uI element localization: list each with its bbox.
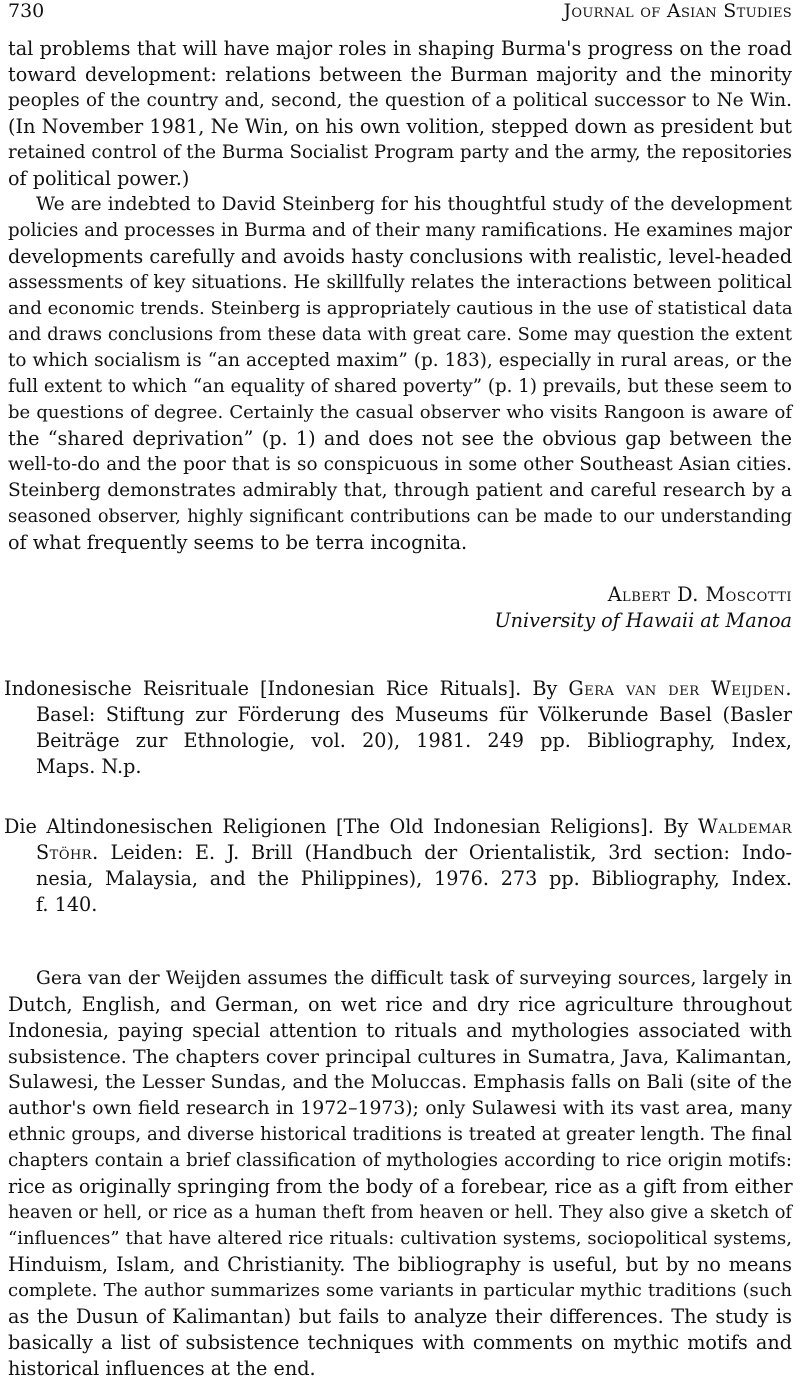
- text-line: “influences” that have altered rice rituals: cultivation systems, sociopolitical systems,: [8, 1228, 792, 1249]
- book-title-translation: [Indonesian Rice Rituals]. By: [248, 677, 569, 700]
- reviewer-affiliation: University of Hawaii at Manoa: [494, 609, 792, 632]
- text-line: of political power.): [8, 167, 190, 190]
- book-title: Die Altindonesischen Religionen: [4, 815, 327, 838]
- reviewer-name: Albert D. Moscotti: [607, 583, 792, 606]
- text-line: subsistence. The chapters cover principal cultures in Sumatra, Java, Kalimantan,: [8, 1046, 792, 1068]
- book-heading-line: [4, 676, 792, 702]
- text-line: We are indebted to David Steinberg for his thoughtful study of the development: [36, 194, 792, 215]
- text-line: complete. The author summarizes some variants in particular mythic traditions (such: [8, 1280, 792, 1301]
- text-line: heaven or hell, or rice as a human theft from heaven or hell. They also give a sketch of: [8, 1202, 792, 1223]
- book-heading-line: [4, 814, 792, 840]
- book-details-line: nesia, Malaysia, and the Philippines), 1976. 273 pp. Bibliography, Index.: [36, 867, 792, 890]
- book-title-translation: [The Old Indonesian Religions]. By: [326, 815, 698, 838]
- text-line: retained control of the Burma Socialist Program party and the army, the repositories: [8, 142, 792, 163]
- text-line: Gera van der Weijden assumes the difficult task of surveying sources, largely in: [36, 968, 792, 989]
- text-line: ethnic groups, and diverse historical traditions is treated at greater length. The final: [8, 1124, 792, 1145]
- text-line: to which socialism is “an accepted maxim” (p. 183), especially in rural areas, or the: [8, 350, 792, 371]
- text-line: Indonesia, paying special attention to rituals and mythologies associated with: [8, 1019, 792, 1042]
- book-author: Gera van der Weijden.: [568, 677, 793, 700]
- text-line: historical influences at the end.: [8, 1357, 316, 1380]
- text-line: author's own field research in 1972–1973); only Sulawesi with its vast area, many: [8, 1098, 792, 1119]
- text-line: assessments of key situations. He skillfully relates the interactions between political: [8, 272, 792, 293]
- text-line: Hinduism, Islam, and Christianity. The bibliography is useful, but by no means: [8, 1253, 792, 1276]
- text-line: peoples of the country and, second, the question of a political successor to Ne Win.: [8, 90, 792, 111]
- text-line: be questions of degree. Certainly the casual observer who visits Rangoon is aware of: [8, 402, 792, 423]
- book-publisher: Leiden: E. J. Brill (Handbuch der Orientalistik, 3rd section: Indo-: [98, 841, 792, 864]
- text-line: as the Dusun of Kalimantan) but fails to analyze their differences. The study is: [8, 1305, 792, 1328]
- text-line: toward development: relations between the Burman majority and the minority: [8, 63, 792, 86]
- text-line: (In November 1981, Ne Win, on his own volition, stepped down as president but: [8, 115, 792, 138]
- text-line: of what frequently seems to be terra incognita.: [8, 531, 468, 554]
- text-line: Dutch, English, and German, on wet rice and dry rice agriculture throughout: [8, 993, 792, 1016]
- text-line: tal problems that will have major roles in shaping Burma's progress on the road: [8, 37, 792, 60]
- text-line: chapters contain a brief classification of mythologies according to rice origin motifs:: [8, 1150, 792, 1171]
- text-line: well-to-do and the poor that is so conspicuous in some other Southeast Asian cities.: [8, 454, 792, 475]
- text-line: and economic trends. Steinberg is appropriately cautious in the use of statistical data: [8, 298, 793, 319]
- text-line: Sulawesi, the Lesser Sundas, and the Moluccas. Emphasis falls on Bali (site of the: [8, 1072, 792, 1093]
- text-line: Steinberg demonstrates admirably that, through patient and careful research by a: [8, 480, 792, 501]
- text-line: seasoned observer, highly significant contributions can be made to our understanding: [8, 506, 792, 527]
- book-author-first: Waldemar: [697, 815, 792, 838]
- journal-title: Journal of Asian Studies: [563, 0, 792, 22]
- running-header: [8, 0, 792, 24]
- book-details-line: Basel: Stiftung zur Förderung des Museums für Völkerunde Basel (Basler: [36, 703, 792, 726]
- text-line: the “shared deprivation” (p. 1) and does not see the obvious gap between the: [8, 427, 792, 450]
- text-line: and draws conclusions from these data with great care. Some may question the extent: [8, 324, 792, 345]
- text-line: basically a list of subsistence techniques with comments on mythic motifs and: [8, 1331, 792, 1354]
- book-title: Indonesische Reisrituale: [4, 677, 249, 700]
- page-number: 730: [8, 0, 45, 22]
- book-details-line: Maps. N.p.: [36, 755, 142, 778]
- book-details-line: Beiträge zur Ethnologie, vol. 20), 1981. 249 pp. Bibliography, Index,: [36, 729, 792, 752]
- text-line: rice as originally springing from the body of a forebear, rice as a gift from either: [8, 1175, 793, 1198]
- book-details-line: f. 140.: [36, 893, 98, 916]
- text-line: policies and processes in Burma and of their many ramifications. He examines major: [8, 220, 792, 241]
- book-author-last: Stöhr.: [36, 841, 99, 864]
- book-details-line: [36, 840, 792, 866]
- text-line: full extent to which “an equality of shared poverty” (p. 1) prevails, but these seem to: [8, 376, 792, 397]
- text-line: developments carefully and avoids hasty conclusions with realistic, level-headed: [8, 245, 793, 268]
